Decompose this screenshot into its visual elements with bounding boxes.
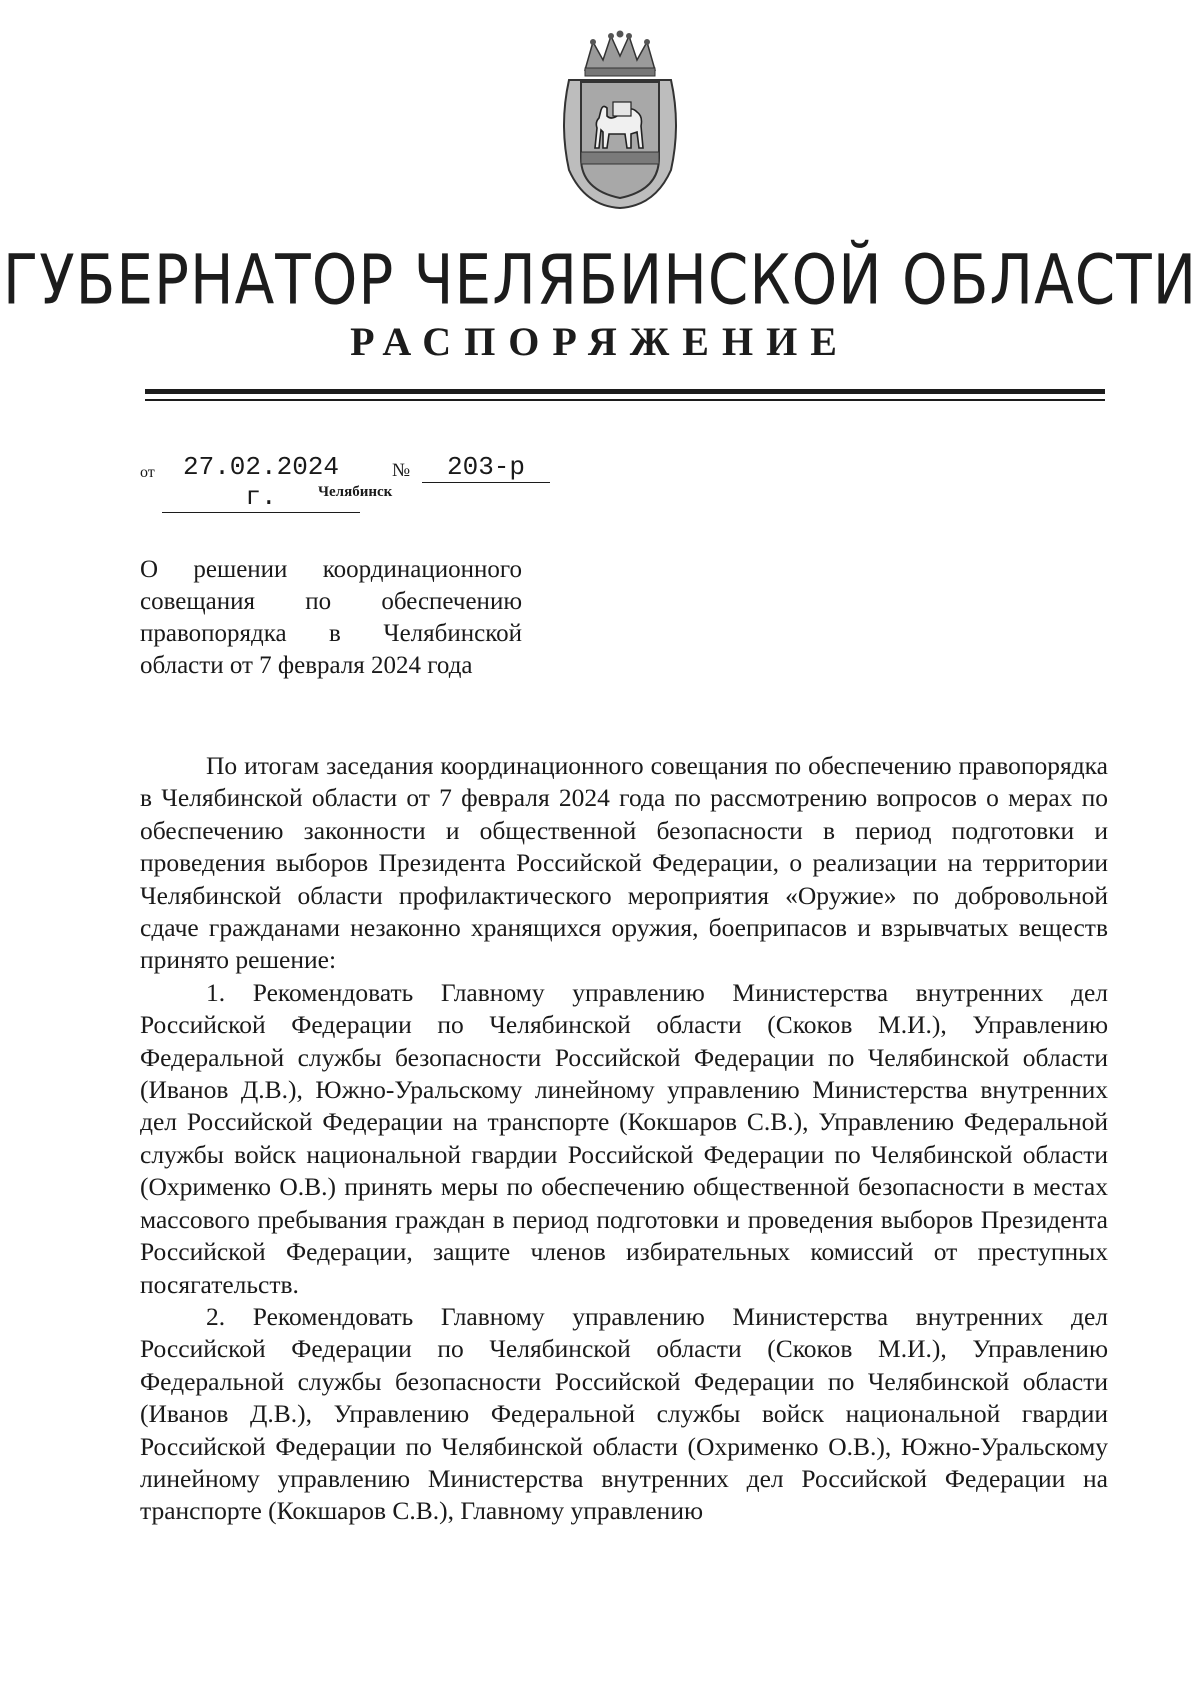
- document-number: 203-р: [422, 452, 550, 483]
- subject-line: правопорядка в Челябинской: [140, 620, 522, 647]
- body-paragraph-item-2: 2. Рекомендовать Главному управлению Министерства внутренних дел Российской Федерации по Челябинской области (Скоков М.И.), Управлению Федеральной службы безопасности Российской Федерации по Челябинской области (Иванов Д.В.), Управлению Федеральной службы войск национальной гвардии Российской Федерации по Челябинской области (Охрименко О.В.), Южно-Уральскому линейному управлению Министерства внутренних дел Российской Федерации на транспорте (Кокшаров С.В.), Главному управлению: [140, 1301, 1108, 1526]
- document-body: [140, 750, 1108, 1528]
- body-paragraph-item-1: 1. Рекомендовать Главному управлению Министерства внутренних дел Российской Федерации по Челябинской области (Скоков М.И.), Управлению Федеральной службы безопасности Российской Федерации по Челябинской области (Иванов Д.В.), Южно-Уральскому линейному управлению Министерства внутренних дел Российской Федерации на транспорте (Кокшаров С.В.), Управлению Федеральной службы войск национальной гвардии Российской Федерации по Челябинской области (Охрименко О.В.) принять меры по обеспечению общественной безопасности в местах массового пребывания граждан в период подготовки и проведения выборов Президента Российской Федерации, защите членов избирательных комиссий от преступных посягательств.: [140, 977, 1108, 1299]
- body-paragraph-intro: По итогам заседания координационного совещания по обеспечению правопорядка в Челябинской области от 7 февраля 2024 года по рассмотрению вопросов о мерах по обеспечению законности и общественной безопасности в период подготовки и проведения выборов Президента Российской Федерации, о реализации на территории Челябинской области профилактического мероприятия «Оружие» по добровольной сдаче гражданами незаконно хранящихся оружия, боеприпасов и взрывчатых веществ принято решение:: [140, 751, 1108, 975]
- organization-title: ГУБЕРНАТОР ЧЕЛЯБИНСКОЙ ОБЛАСТИ: [2, 240, 1198, 321]
- document-subject: [140, 554, 522, 682]
- header-rule-thin: [145, 399, 1105, 401]
- number-label: №: [392, 460, 411, 481]
- city-name: Челябинск: [318, 484, 393, 500]
- subject-line: совещания по обеспечению: [140, 588, 522, 615]
- coat-of-arms-icon: [555, 30, 685, 210]
- subject-line: области от 7 февраля 2024 года: [140, 652, 473, 679]
- subject-line: О решении координационного: [140, 556, 522, 583]
- document-date: 27.02.2024 г.: [162, 452, 360, 513]
- document-type: РАСПОРЯЖЕНИЕ: [350, 319, 850, 364]
- header-rule-thick: [145, 389, 1105, 394]
- date-from-label: от: [140, 464, 155, 481]
